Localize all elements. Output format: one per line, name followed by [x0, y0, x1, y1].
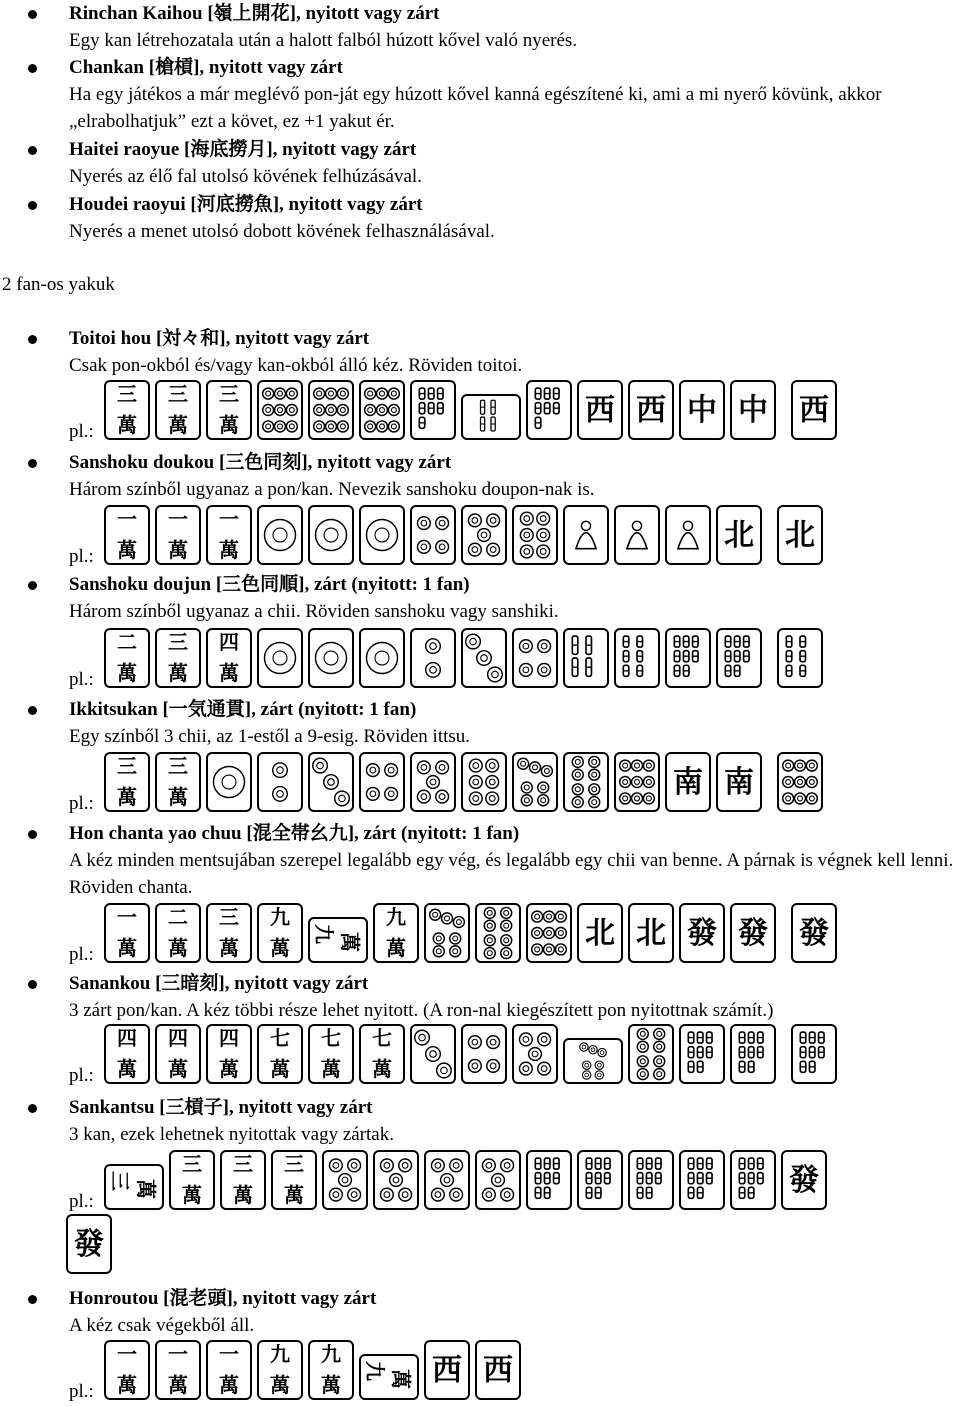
example-label: pl.: — [69, 944, 94, 965]
mahjong-tile — [512, 628, 558, 688]
tile-suit-mark: 萬 — [389, 1369, 413, 1389]
tile-honor-glyph: 發 — [687, 915, 717, 951]
tile-number: 三 — [219, 905, 239, 929]
tile-suit-mark: 萬 — [182, 1183, 202, 1207]
tile-suit-mark: 萬 — [219, 1373, 239, 1397]
tile-suit-mark: 萬 — [117, 936, 137, 960]
yaku-title: Ikkitsukan [一気通貫], zárt (nyitott: 1 fan) — [69, 699, 417, 720]
bullet-dot — [28, 830, 37, 839]
yaku-title: Houdei raoyui [河底撈魚], nyitott vagy zárt — [69, 194, 423, 215]
tile-group — [104, 752, 960, 816]
mahjong-tile — [424, 1150, 470, 1210]
tile-number: 九 — [363, 1361, 387, 1381]
bullet-dot — [28, 335, 37, 344]
mahjong-tile — [206, 628, 252, 688]
tile-number: 九 — [321, 1342, 341, 1366]
mahjong-tile — [563, 628, 609, 688]
tile-suit-mark: 萬 — [219, 936, 239, 960]
mahjong-tile — [512, 505, 558, 565]
mahjong-tile — [322, 1150, 368, 1210]
mahjong-tile — [257, 505, 303, 565]
tile-group — [104, 1024, 960, 1088]
tile-honor-glyph: 發 — [789, 1162, 819, 1198]
mahjong-tile — [628, 380, 674, 440]
mahjong-tile — [563, 505, 609, 565]
mahjong-tile — [104, 1340, 150, 1400]
tile-number: 一 — [117, 507, 137, 531]
tile-number: 七 — [372, 1026, 392, 1050]
tile-number: 三 — [168, 754, 188, 778]
example-label: pl.: — [69, 793, 94, 814]
tile-suit-mark: 萬 — [168, 785, 188, 809]
mahjong-tile — [257, 1024, 303, 1084]
yaku-description: Ha egy játékos a már meglévő pon-ját egy húzott kővel kanná egészítené ki, ami a mi nyerő kövünk, akkor „elrabolhatjuk” ezt a követ, ez +1 yakut ér. — [69, 84, 882, 132]
mahjong-tile — [665, 628, 711, 688]
tile-honor-glyph: 中 — [738, 392, 768, 428]
mahjong-tile — [257, 752, 303, 812]
tile-number: 三 — [117, 754, 137, 778]
mahjong-tile — [716, 628, 762, 688]
bullet-dot — [28, 980, 37, 989]
example-row — [0, 903, 960, 969]
mahjong-tile — [104, 628, 150, 688]
mahjong-tile — [155, 380, 201, 440]
yaku-title: Haitei raoyue [海底撈月], nyitott vagy zárt — [69, 139, 417, 160]
mahjong-tile — [679, 1024, 725, 1084]
tile-group — [104, 903, 960, 967]
tile-honor-glyph: 西 — [432, 1352, 462, 1388]
example-label: pl.: — [69, 421, 94, 442]
yaku-description: Három színből ugyanaz a pon/kan. Nevezik sanshoku doupon-nak is. — [69, 479, 595, 500]
mahjong-tile — [716, 505, 762, 565]
yaku-title: Rinchan Kaihou [嶺上開花], nyitott vagy zárt — [69, 3, 440, 24]
tile-suit-mark: 萬 — [233, 1183, 253, 1207]
mahjong-tile — [410, 505, 456, 565]
tile-honor-glyph: 西 — [585, 392, 615, 428]
example-row — [0, 1340, 960, 1406]
mahjong-tile — [512, 1024, 558, 1084]
mahjong-tile — [614, 752, 660, 812]
yaku-description: Csak pon-okból és/vagy kan-okból álló kéz. Röviden toitoi. — [69, 355, 523, 376]
mahjong-tile — [791, 1024, 837, 1084]
mahjong-tile — [461, 505, 507, 565]
mahjong-tile — [791, 903, 837, 963]
tile-number: 九 — [312, 924, 336, 944]
mahjong-tile — [308, 628, 354, 688]
mahjong-tile — [155, 505, 201, 565]
tile-honor-glyph: 發 — [799, 915, 829, 951]
yaku-title: Toitoi hou [対々和], nyitott vagy zárt — [69, 328, 370, 349]
tile-number: 二 — [117, 630, 137, 654]
tile-suit-mark: 萬 — [270, 936, 290, 960]
tile-honor-glyph: 西 — [636, 392, 666, 428]
mahjong-tile — [577, 903, 623, 963]
tile-number: 四 — [219, 1026, 239, 1050]
bullet-dot — [28, 146, 37, 155]
mahjong-tile — [410, 752, 456, 812]
mahjong-tile — [461, 1024, 507, 1084]
tile-number: 三 — [233, 1152, 253, 1176]
tile-suit-mark: 萬 — [117, 1057, 137, 1081]
tile-suit-mark: 萬 — [168, 661, 188, 685]
mahjong-tile — [628, 903, 674, 963]
example-label: pl.: — [69, 669, 94, 690]
tile-suit-mark: 萬 — [117, 661, 137, 685]
bullet-dot — [28, 1104, 37, 1113]
mahjong-tile — [577, 380, 623, 440]
tile-number: 三 — [168, 382, 188, 406]
yaku-description: Egy kan létrehozatala után a halott falból húzott kővel való nyerés. — [69, 30, 578, 51]
tile-group — [104, 380, 960, 444]
tile-suit-mark: 萬 — [168, 413, 188, 437]
section-heading: 2 fan-os yakuk — [2, 274, 115, 295]
tile-suit-mark: 萬 — [168, 1057, 188, 1081]
mahjong-tile — [777, 628, 823, 688]
bullet-dot — [28, 10, 37, 19]
mahjong-tile — [257, 380, 303, 440]
bullet-dot — [28, 459, 37, 468]
tile-number: 七 — [321, 1026, 341, 1050]
tile-suit-mark: 萬 — [117, 413, 137, 437]
tile-suit-mark: 萬 — [219, 538, 239, 562]
mahjong-tile — [777, 752, 823, 812]
tile-honor-glyph: 南 — [673, 764, 703, 800]
mahjong-tile — [730, 1024, 776, 1084]
mahjong-tile — [563, 1038, 623, 1084]
mahjong-tile — [308, 752, 354, 812]
tile-suit-mark: 萬 — [338, 932, 362, 952]
mahjong-tile — [308, 380, 354, 440]
bullet-dot — [28, 706, 37, 715]
mahjong-tile — [206, 903, 252, 963]
bullet-dot — [28, 581, 37, 590]
mahjong-tile — [308, 1340, 354, 1400]
mahjong-tile — [220, 1150, 266, 1210]
mahjong-tile — [206, 380, 252, 440]
tile-suit-mark: 萬 — [386, 936, 406, 960]
tile-group — [104, 505, 960, 569]
yaku-title: Sankantsu [三槓子], nyitott vagy zárt — [69, 1097, 373, 1118]
mahjong-tile — [169, 1150, 215, 1210]
mahjong-tile — [104, 380, 150, 440]
example-label: pl.: — [69, 1191, 94, 1212]
example-label: pl.: — [69, 1381, 94, 1402]
mahjong-tile — [461, 394, 521, 440]
example-row — [0, 380, 960, 446]
mahjong-tile — [104, 505, 150, 565]
mahjong-tile — [155, 903, 201, 963]
tile-suit-mark: 萬 — [168, 936, 188, 960]
mahjong-tile — [526, 1150, 572, 1210]
example-label: pl.: — [69, 546, 94, 567]
tile-suit-mark: 萬 — [321, 1057, 341, 1081]
mahjong-tile — [475, 903, 521, 963]
mahjong-tile — [461, 752, 507, 812]
tile-suit-mark: 萬 — [168, 1373, 188, 1397]
mahjong-tile — [777, 505, 823, 565]
tile-suit-mark: 萬 — [117, 1373, 137, 1397]
tile-number: 一 — [168, 507, 188, 531]
tile-suit-mark: 萬 — [284, 1183, 304, 1207]
mahjong-tile — [679, 903, 725, 963]
tile-group — [104, 1340, 960, 1404]
tile-number: 四 — [117, 1026, 137, 1050]
bullet-dot — [28, 201, 37, 210]
tile-number: 三 — [108, 1171, 132, 1191]
yaku-description: Egy színből 3 chii, az 1-estől a 9-esig. Röviden ittsu. — [69, 726, 471, 747]
tile-number: 二 — [168, 905, 188, 929]
mahjong-tile — [104, 1164, 164, 1210]
tile-suit-mark: 萬 — [219, 661, 239, 685]
mahjong-tile — [257, 903, 303, 963]
mahjong-tile — [257, 1340, 303, 1400]
mahjong-tile — [410, 1024, 456, 1084]
mahjong-tile — [66, 1214, 112, 1274]
tile-number: 一 — [219, 1342, 239, 1366]
tile-number: 三 — [182, 1152, 202, 1176]
tile-number: 一 — [168, 1342, 188, 1366]
mahjong-tile — [359, 1024, 405, 1084]
mahjong-tile — [308, 1024, 354, 1084]
yaku-title: Sanankou [三暗刻], nyitott vagy zárt — [69, 973, 369, 994]
mahjong-tile — [716, 752, 762, 812]
mahjong-tile — [781, 1150, 827, 1210]
tile-number: 三 — [168, 630, 188, 654]
mahjong-tile — [104, 1024, 150, 1084]
tile-number: 三 — [284, 1152, 304, 1176]
tile-suit-mark: 萬 — [219, 413, 239, 437]
mahjong-tile — [730, 903, 776, 963]
mahjong-tile — [628, 1024, 674, 1084]
mahjong-tile — [461, 628, 507, 688]
mahjong-tile — [577, 1150, 623, 1210]
yaku-description: A kéz minden mentsujában szerepel legalább egy vég, és legalább egy chii van benne. A párnak is végnek kell lenni. Röviden chanta. — [69, 850, 954, 898]
mahjong-tile — [257, 628, 303, 688]
yaku-description: 3 kan, ezek lehetnek nyitottak vagy zártak. — [69, 1124, 394, 1145]
mahjong-tile — [410, 380, 456, 440]
mahjong-tile — [359, 628, 405, 688]
mahjong-tile — [359, 752, 405, 812]
tile-number: 九 — [386, 905, 406, 929]
tile-honor-glyph: 發 — [738, 915, 768, 951]
yaku-description: Nyerés az élő fal utolsó kövének felhúzásával. — [69, 166, 422, 187]
yaku-title: Sanshoku doukou [三色同刻], nyitott vagy zárt — [69, 452, 452, 473]
tile-suit-mark: 萬 — [117, 785, 137, 809]
mahjong-tile — [308, 505, 354, 565]
yaku-description: A kéz csak végekből áll. — [69, 1315, 255, 1336]
mahjong-tile — [665, 752, 711, 812]
bullet-dot — [28, 64, 37, 73]
mahjong-tile — [155, 1024, 201, 1084]
mahjong-tile — [373, 903, 419, 963]
example-row — [0, 628, 960, 694]
tile-suit-mark: 萬 — [168, 538, 188, 562]
mahjong-tile — [475, 1150, 521, 1210]
mahjong-tile — [206, 505, 252, 565]
mahjong-tile — [359, 505, 405, 565]
yaku-title: Hon chanta yao chuu [混全帯幺九], zárt (nyitott: 1 fan) — [69, 823, 520, 844]
mahjong-tile — [475, 1340, 521, 1400]
tile-suit-mark: 萬 — [372, 1057, 392, 1081]
tile-suit-mark: 萬 — [321, 1373, 341, 1397]
tile-number: 九 — [270, 905, 290, 929]
yaku-description: Három színből ugyanaz a chii. Röviden sanshoku vagy sanshiki. — [69, 601, 559, 622]
mahjong-tile — [104, 752, 150, 812]
tile-number: 一 — [219, 507, 239, 531]
tile-honor-glyph: 發 — [74, 1226, 104, 1262]
example-row — [0, 1150, 960, 1280]
yaku-title: Chankan [槍槓], nyitott vagy zárt — [69, 57, 343, 78]
tile-suit-mark: 萬 — [117, 538, 137, 562]
mahjong-tile — [679, 380, 725, 440]
mahjong-tile — [104, 903, 150, 963]
tile-honor-glyph: 中 — [687, 392, 717, 428]
tile-number: 一 — [117, 1342, 137, 1366]
example-row — [0, 752, 960, 818]
mahjong-tile — [614, 628, 660, 688]
mahjong-tile — [271, 1150, 317, 1210]
tile-honor-glyph: 北 — [636, 915, 666, 951]
mahjong-tile — [359, 380, 405, 440]
mahjong-tile — [155, 628, 201, 688]
tile-honor-glyph: 北 — [785, 517, 815, 553]
tile-number: 七 — [270, 1026, 290, 1050]
mahjong-tile — [730, 380, 776, 440]
mahjong-tile — [730, 1150, 776, 1210]
mahjong-tile — [563, 752, 609, 812]
tile-number: 一 — [117, 905, 137, 929]
tile-honor-glyph: 南 — [724, 764, 754, 800]
bullet-dot — [28, 1295, 37, 1304]
mahjong-tile — [155, 752, 201, 812]
mahjong-tile — [665, 505, 711, 565]
example-row — [0, 505, 960, 571]
tile-number: 三 — [219, 382, 239, 406]
yaku-title: Honroutou [混老頭], nyitott vagy zárt — [69, 1288, 377, 1309]
yaku-description: 3 zárt pon/kan. A kéz többi része lehet nyitott. (A ron-nal kiegészített pon nyitottnak számít.) — [69, 1000, 774, 1021]
yaku-title: Sanshoku doujun [三色同順], zárt (nyitott: 1 fan) — [69, 574, 470, 595]
mahjong-tile — [424, 1340, 470, 1400]
tile-group — [104, 628, 960, 692]
mahjong-tile — [614, 505, 660, 565]
mahjong-tile — [373, 1150, 419, 1210]
mahjong-tile — [628, 1150, 674, 1210]
mahjong-tile — [526, 903, 572, 963]
tile-honor-glyph: 北 — [585, 915, 615, 951]
mahjong-tile — [155, 1340, 201, 1400]
mahjong-tile — [410, 628, 456, 688]
mahjong-tile — [308, 917, 368, 963]
mahjong-tile — [424, 903, 470, 963]
example-label: pl.: — [69, 1065, 94, 1086]
mahjong-tile — [206, 1340, 252, 1400]
tile-honor-glyph: 北 — [724, 517, 754, 553]
tile-number: 三 — [117, 382, 137, 406]
tile-honor-glyph: 西 — [483, 1352, 513, 1388]
tile-number: 九 — [270, 1342, 290, 1366]
tile-honor-glyph: 西 — [799, 392, 829, 428]
mahjong-tile — [679, 1150, 725, 1210]
tile-number: 四 — [219, 630, 239, 654]
yaku-description: Nyerés a menet utolsó dobott kövének felhasználásával. — [69, 221, 495, 242]
mahjong-tile — [526, 380, 572, 440]
mahjong-tile — [359, 1354, 419, 1400]
tile-suit-mark: 萬 — [219, 1057, 239, 1081]
tile-suit-mark: 萬 — [270, 1057, 290, 1081]
mahjong-tile — [206, 752, 252, 812]
mahjong-tile — [791, 380, 837, 440]
tile-suit-mark: 萬 — [270, 1373, 290, 1397]
mahjong-tile — [512, 752, 558, 812]
tile-number: 四 — [168, 1026, 188, 1050]
mahjong-tile — [206, 1024, 252, 1084]
example-row — [0, 1024, 960, 1090]
tile-suit-mark: 萬 — [134, 1179, 158, 1199]
